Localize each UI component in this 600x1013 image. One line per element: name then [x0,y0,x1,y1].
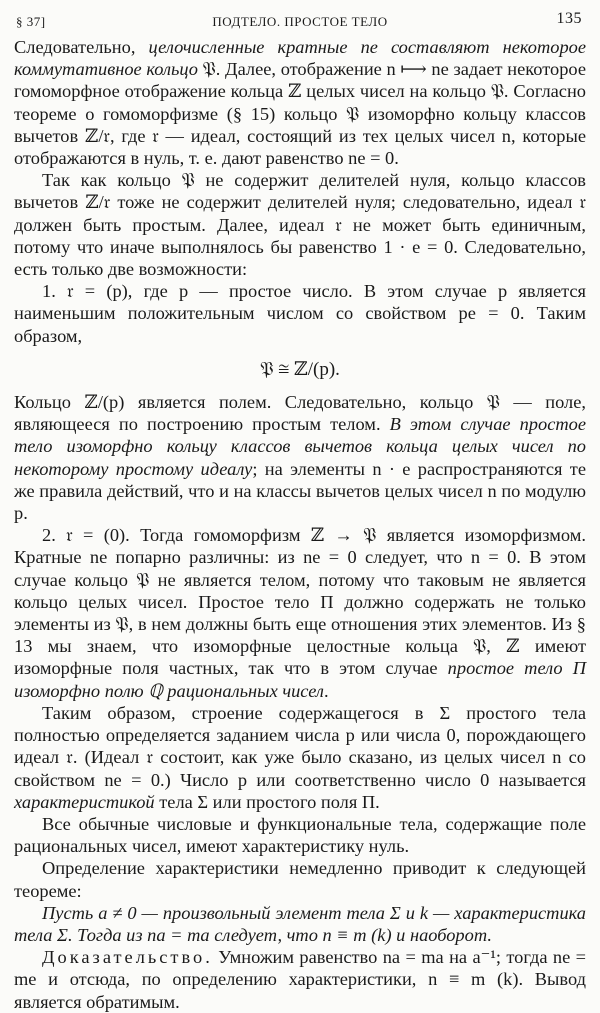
text-run: Умножим равенство na = ma на a⁻¹; тогда ne = me и отсюда, по определению характеристики, n ≡ m (k). Вывод является обратимым. [14,947,586,1012]
italic-statement: В этом случае простое тело изоморфно кольцу классов вычетов кольца целых чисел по некоторому простому идеалу [14,414,586,479]
page-body [14,36,586,1013]
text-run: Таким образом, строение содержащегося в Σ простого тела полностью определяется заданием числа p или числа 0, порождающего идеал 𝔯. (Идеал 𝔯 состоит, как уже было сказано, из целых чисел n со свойством ne = 0.) Число p или соответственно число 0 называется [14,702,586,790]
text-run: 2. 𝔯 = (0). Тогда гомоморфизм ℤ → 𝔓 является изоморфизмом. Кратные ne попарно различны: из ne = 0 следует, что n = 0. В этом случае кольцо 𝔓 не является телом, потому что таковым не является кольцо целых чисел. Простое тело Π должно содержать не только элементы из 𝔓, в нем должны быть еще отношения этих элементов. Из § 13 мы знаем, что изоморфные целостные кольца 𝔓, ℤ имеют изоморфные поля частных, так что в этом случае [14,525,586,679]
page-number: 135 [556,10,582,27]
text-run: . [323,680,329,701]
paragraph-7: Все обычные числовые и функциональные тела, содержащие поле рациональных чисел, имеют характеристику нуль. [14,813,586,857]
text-run: ; на элементы n · e распространяются те же правила действий, что и на классы вычетов целых чисел n по модулю p. [14,458,586,524]
running-title: ПОДТЕЛО. ПРОСТОЕ ТЕЛО [212,14,388,29]
paragraph-4 [14,391,586,524]
proof-paragraph [14,946,586,1013]
text-run: Следовательно, [14,37,149,57]
proof-label: Доказательство. [42,947,213,968]
paragraph-6 [14,702,586,813]
italic-theorem: Пусть a ≠ 0 — произвольный элемент тела Σ и k — характеристика тела Σ. Тогда из na = ma следует, что n ≡ m (k) и наоборот. [14,902,586,945]
paragraph-3: 1. 𝔯 = (p), где p — простое число. В этом случае p является наименьшим положительным числом со свойством pe = 0. Таким образом, [14,281,586,346]
paragraph-2: Так как кольцо 𝔓 не содержит делителей нуля, кольцо классов вычетов ℤ/𝔯 тоже не содержит делителей нуля; следовательно, идеал 𝔯 должен быть простым. Далее, идеал 𝔯 не может быть единичным, потому что иначе выполнялось бы равенство 1 · e = 0. Следовательно, есть только две возможности: [14,170,586,280]
text-run: Кольцо ℤ/(p) является полем. Следовательно, кольцо 𝔓 — поле, являющееся по построению простым телом. [14,392,586,435]
theorem-statement [14,902,586,946]
paragraph-8: Определение характеристики немедленно приводит к следующей теореме: [14,858,586,901]
italic-term: характеристикой [14,791,155,812]
italic-statement: простое тело Π изоморфно полю ℚ рациональных чисел [14,658,586,701]
text-run: 𝔓. Далее, отображение n ⟼ ne задает некоторое гомоморфное отображение кольца ℤ целых чисел на кольцо 𝔓. Согласно теореме о гомоморфизме (§ 15) кольцо 𝔓 изоморфно кольцу классов вычетов ℤ/𝔯, где 𝔯 — идеал, состоящий из тех целых чисел n, которые отображаются в нуль, т. е. дают равенство ne = 0. [14,59,586,169]
section-reference: § 37] [16,14,46,29]
italic-statement: целочисленные кратные ne составляют некоторое коммутативное кольцо [14,37,586,80]
paragraph-5 [14,524,586,702]
isomorphism-formula: 𝔓 ≅ ℤ/(p). [260,358,340,380]
page-header [14,6,586,36]
text-run: тела Σ или простого поля Π. [154,791,380,812]
paragraph-1 [14,36,586,169]
